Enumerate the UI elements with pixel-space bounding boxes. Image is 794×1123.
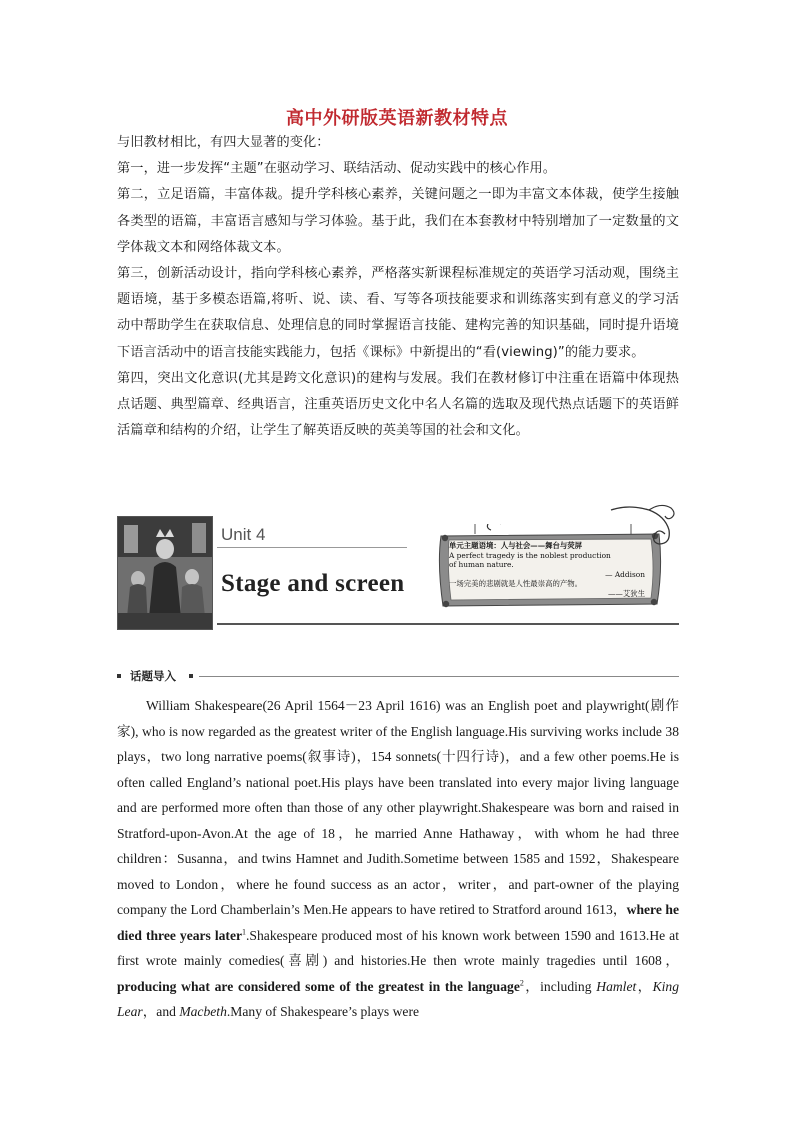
footnote-marker-2: 2 bbox=[519, 977, 524, 987]
passage-text-1: William Shakespeare(26 April 1564－23 April 1616) was an English poet and playwright(剧作家), who is now regarded as the greatest writer of the English language.His surviving works include 38 plays，two long narrative poems(叙事诗)，154 sonnets(十四行诗)，and a few other poems.He is often called England’s national poet.His plays have been translated into every major living language and are performed more often than those of any other playwright.Shakespeare was born and raised in Stratford-upon-Avon.At the age of 18，he married Anne Hathaway，with whom he had three children：Susanna，and twins Hamnet and Judith.Sometime between 1585 and 1592，Shakespeare moved to London，where he found success as an actor，writer，and part-owner of the playing company the Lord Chamberlain’s Men.He appears to have retired to Stratford around 1613， bbox=[117, 698, 679, 917]
sign-theme: 单元主题语境：人与社会——舞台与荧屏 bbox=[449, 541, 583, 550]
stage-photo bbox=[117, 516, 213, 630]
passage-text-3: ，including bbox=[523, 978, 597, 994]
intro-lead: 与旧教材相比，有四大显著的变化： bbox=[117, 135, 330, 150]
title-hamlet: Hamlet bbox=[596, 978, 637, 994]
topic-intro-header bbox=[117, 668, 679, 684]
intro-point-3: 第三，创新活动设计，指向学科核心素养，严格落实新课程标准规定的英语学习活动观，围绕主题语境，基于多模态语篇,将听、说、读、看、写等各项技能要求和训练落实到有意义的学习活动中帮助学生在获取信息、处理信息的同时掌握语言技能、建构完善的知识基础，同时提升语境下语言活动中的语言技能实践能力，包括《课标》中新提出的“看(viewing)”的能力要求。 bbox=[117, 266, 679, 360]
intro-section bbox=[117, 130, 679, 444]
banner-divider-bottom bbox=[217, 623, 679, 625]
passage-paragraph bbox=[117, 693, 679, 1025]
footnote-marker-1: 1 bbox=[242, 926, 247, 936]
intro-point-4: 第四，突出文化意识(尤其是跨文化意识)的建构与发展。我们在教材修订中注重在语篇中体现热点话题、典型篇章、经典语言，注重英语历史文化中名人名篇的选取及现代热点话题下的英语鲜活篇章和结构的介绍，让学生了解英语反映的英美等国的社会和文化。 bbox=[117, 370, 679, 439]
intro-point-2: 第二，立足语篇，丰富体裁。提升学科核心素养，关键问题之一即为丰富文本体裁，使学生接触各类型的语篇，丰富语言感知与学习体验。基于此，我们在本套教材中特别增加了一定数量的文学体裁文本和网络体裁文本。 bbox=[117, 187, 679, 255]
reading-passage bbox=[117, 693, 679, 1025]
unit-title: Stage and screen bbox=[221, 570, 405, 597]
separator-2: ，and bbox=[142, 1004, 180, 1019]
flourish-ornament-icon bbox=[609, 500, 679, 550]
highlight-phrase-1: where he died three years later bbox=[117, 902, 679, 943]
unit-number: Unit 4 bbox=[221, 525, 266, 544]
section-divider bbox=[199, 676, 679, 677]
title-macbeth: Macbeth bbox=[179, 1004, 227, 1019]
banner-divider-top bbox=[217, 547, 407, 548]
title-king-lear: King Lear bbox=[117, 978, 679, 1019]
sign-author-zh: ——艾狄生 bbox=[608, 588, 645, 598]
page-title: 高中外研版英语新教材特点 bbox=[286, 108, 508, 129]
passage-text-2: .Shakespeare produced most of his known work between 1590 and 1613.He at first wrote mainly comedies(喜剧) and histories.He then wrote mainly tragedies until 1608， bbox=[117, 927, 679, 968]
highlight-phrase-2: producing what are considered some of the greatest in the language bbox=[117, 978, 520, 994]
sign-quote-en-1: A perfect tragedy is the noblest production bbox=[449, 550, 611, 560]
sign-author-en: — Addison bbox=[605, 569, 645, 579]
section-label: 话题导入 bbox=[130, 669, 176, 683]
sign-quote-en-2: of human nature. bbox=[449, 560, 514, 570]
separator-1: ， bbox=[636, 978, 653, 994]
bullet-icon bbox=[117, 674, 121, 678]
unit-banner bbox=[117, 500, 679, 630]
bullet-icon bbox=[189, 674, 193, 678]
intro-point-1: 第一，进一步发挥“主题”在驱动学习、联结活动、促动实践中的核心作用。 bbox=[117, 161, 557, 177]
passage-text-4: .Many of Shakespeare’s plays were bbox=[226, 1004, 420, 1019]
sign-quote-zh: 一场完美的悲剧就是人性最崇高的产物。 bbox=[449, 579, 583, 589]
